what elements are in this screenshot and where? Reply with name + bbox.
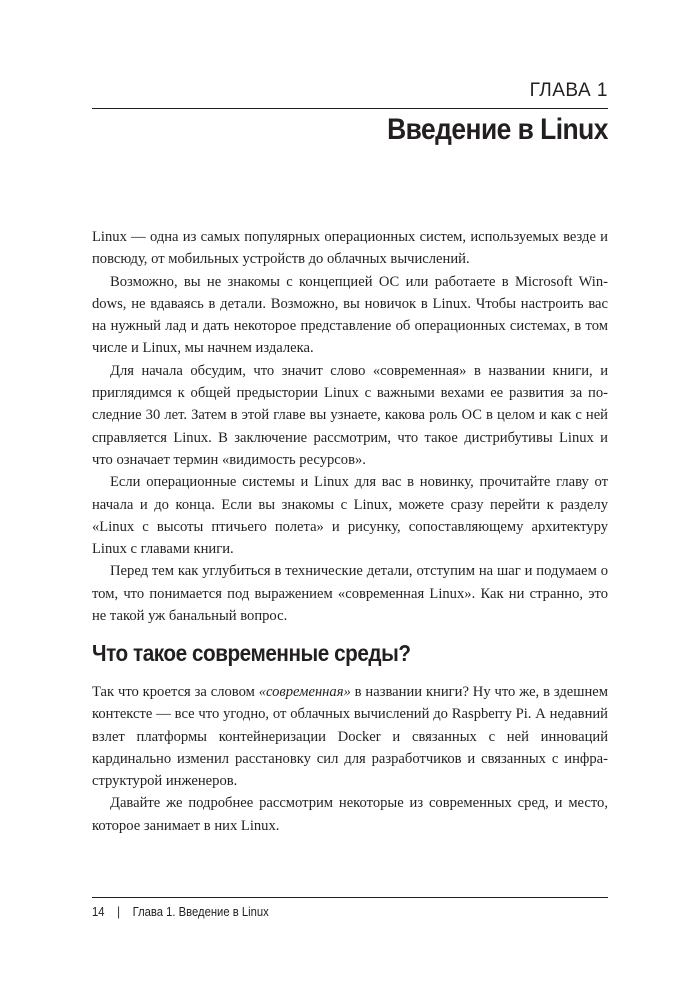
section-heading: Что такое современные среды? (92, 640, 411, 666)
footer-rule (92, 897, 608, 898)
chapter-rule (92, 108, 608, 109)
intro-paragraph-3: Для начала обсудим, что значит слово «современная» в названии книги, и приглядимся к общей предыстории Linux с важными вехами ее развития за последние 30 лет. Затем в этой главе вы узнаете, какова роль ОС в целом и как с ней справляется Linux. В заключение рассмотрим, что такое дистрибутивы Linux и что означает термин «видимость ресурсов». (92, 362, 608, 468)
intro-paragraph-5: Перед тем как углубиться в технические детали, отступим на шаг и подумаем о том, что понимается под выражением «современная Linux». Как ни странно, это не такой уж банальный вопрос. (92, 563, 608, 625)
page-number: 14 (92, 905, 105, 919)
intro-text (92, 226, 608, 627)
page-footer (92, 905, 269, 919)
section-paragraph-1 (92, 681, 608, 792)
section-paragraph-1-end: в названии книги? Ну что же, в здешнем контексте — все что угодно, от облачных вычислений до Raspberry Pi. А недавний взлет платформы контейнеризации Docker и связанных с ней инноваций кардинально изменил расстановку сил для разработчиков и связанных с инфраструктурой инженеров. (92, 684, 608, 790)
intro-paragraph-4: Если операционные системы и Linux для вас в новинку, прочитайте главу от начала и до конца. Если вы знакомы с Linux, можете сразу перейти к разделу «Linux с высоты птичьего полета» и рисунку, сопоставляющему архитектуру Linux с главами книги. (92, 474, 608, 558)
section-paragraph-2: Давайте же подробнее рассмотрим некоторые из современных сред, и место, которое занимает в них Linux. (92, 795, 608, 834)
section-text (92, 681, 608, 837)
intro-paragraph-2: Возможно, вы не знакомы с концепцией ОС или работаете в Microsoft Windows, не вдаваясь в детали. Возможно, вы новичок в Linux. Чтобы настроить вас на нужный лад и дать некоторое представление об операционных системах, в том числе и Linux, мы начнем издалека. (92, 273, 608, 357)
section-paragraph-1-start: Так что кроется за словом (92, 684, 259, 700)
footer-separator: | (117, 905, 121, 919)
intro-paragraph-1: Linux — одна из самых популярных операционных систем, используемых везде и повсюду, от мобильных устройств до облачных вычислений. (92, 229, 608, 268)
chapter-title: Введение в Linux (387, 113, 608, 146)
emphasized-term: «современная» (258, 684, 351, 700)
running-title: Глава 1. Введение в Linux (132, 905, 269, 919)
chapter-label: ГЛАВА 1 (529, 80, 608, 101)
